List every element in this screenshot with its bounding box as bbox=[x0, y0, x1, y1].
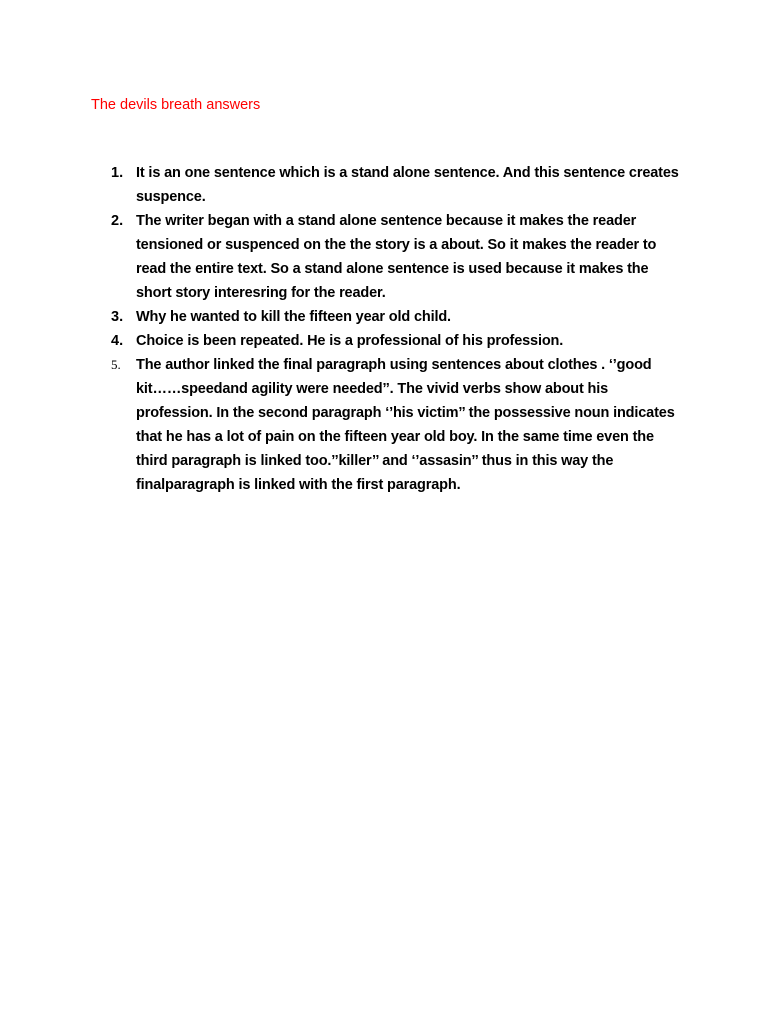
answer-text: Why he wanted to kill the fifteen year old child. bbox=[136, 309, 451, 325]
answer-text: The author linked the final paragraph using sentences about clothes . ‘’good kit……speedand agility were needed’’. The vivid verbs show about his profession. In the second paragraph ‘’his victim’’ the possessive noun indicates that he has a lot of pain on the fifteen year old boy. In the same time even the third paragraph is linked too.’’killer’’ and ‘’assasin’’ thus in this way the finalparagraph is linked with the first paragraph. bbox=[136, 357, 675, 493]
answers-list bbox=[100, 161, 680, 497]
answer-text: Choice is been repeated. He is a professional of his profession. bbox=[136, 333, 564, 349]
answer-item-3 bbox=[100, 305, 680, 329]
answer-text: It is an one sentence which is a stand alone sentence. And this sentence creates suspence. bbox=[136, 165, 679, 205]
answer-number: 5. bbox=[111, 357, 121, 372]
answer-text: The writer began with a stand alone sentence because it makes the reader tensioned or suspenced on the the story is a about. So it makes the reader to read the entire text. So a stand alone sentence is used because it makes the short story interesring for the reader. bbox=[136, 213, 657, 301]
answer-number: 3. bbox=[111, 309, 124, 325]
document-title: The devils breath answers bbox=[91, 97, 261, 113]
answer-item-4 bbox=[100, 329, 680, 353]
answer-item-1 bbox=[100, 161, 680, 209]
answer-number: 1. bbox=[111, 165, 124, 181]
answer-item-5 bbox=[100, 353, 680, 497]
answer-item-2 bbox=[100, 209, 680, 305]
answer-number: 4. bbox=[111, 333, 124, 349]
answer-number: 2. bbox=[111, 213, 124, 229]
